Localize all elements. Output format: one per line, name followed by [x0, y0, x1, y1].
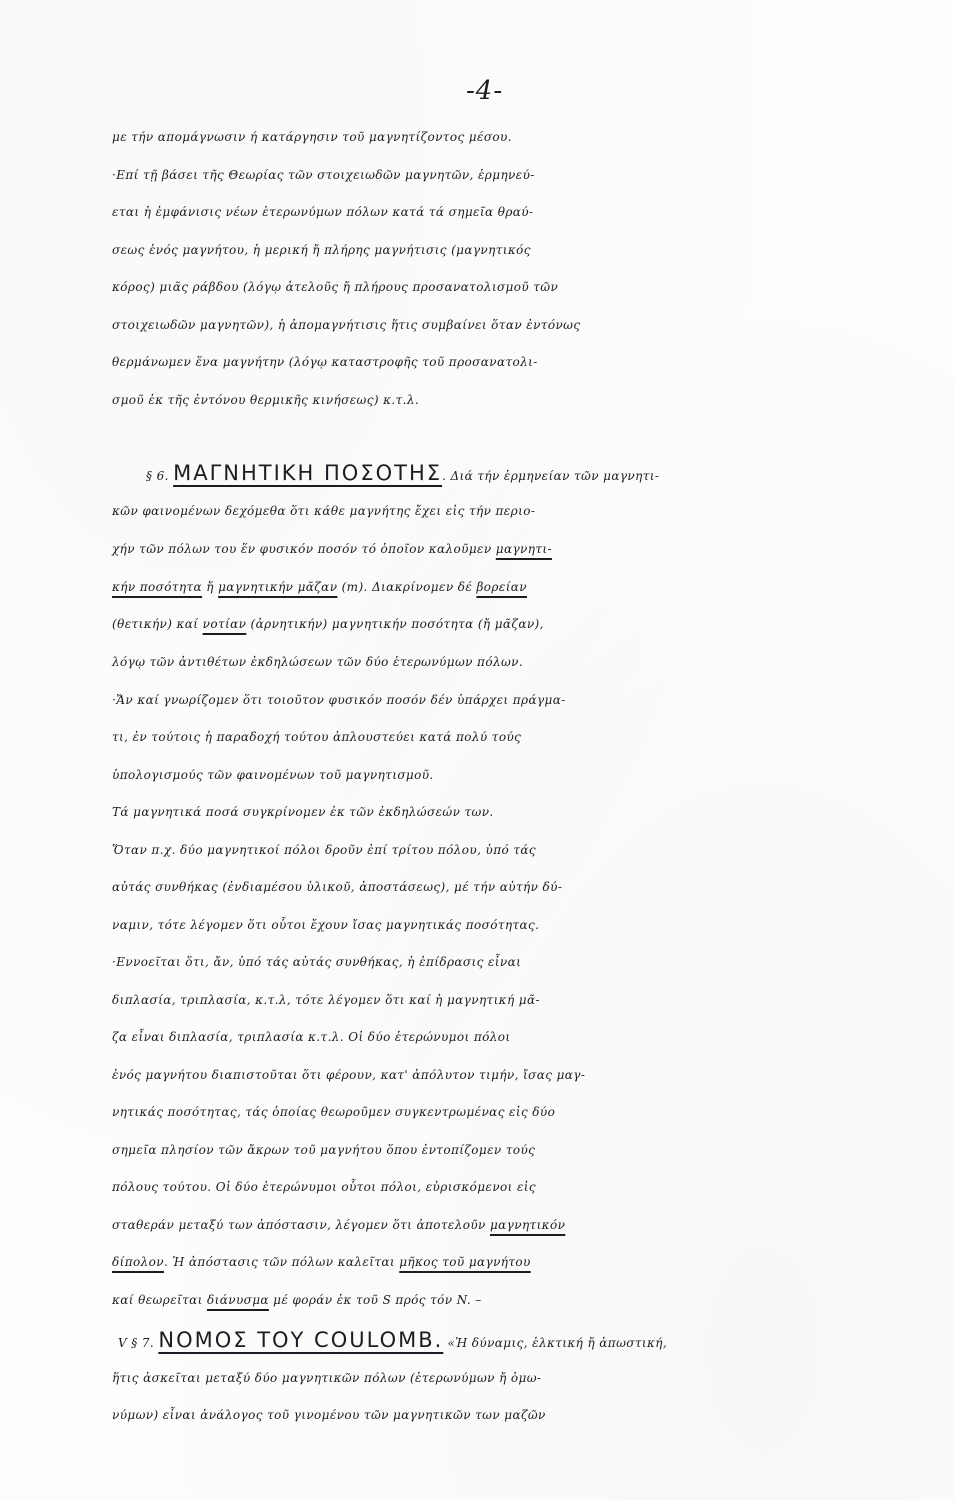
underlined-term: βορείαν: [476, 580, 527, 594]
text-line: κόρος) μιᾶς ράβδου (λόγῳ ἀτελοῦς ἤ πλήρους προσανατολισμοῦ τῶν: [112, 280, 559, 294]
text-line: σεως ἑνός μαγνήτου, ἡ μερική ἤ πλήρης μαγνήτισις (μαγνητικός: [112, 243, 531, 257]
underlined-term: δίπολον: [112, 1255, 164, 1269]
text-line: κήν ποσότητα ἤ μαγνητικήν μᾶζαν (m). Διακρίνομεν δέ βορείαν: [112, 580, 527, 594]
text-line: ·Επί τῇ βάσει τῆς Θεωρίας τῶν στοιχειωδῶν μαγνητῶν, ἑρμηνεύ-: [112, 168, 535, 182]
section-7-heading-line: V § 7. ΝΟΜΟΣ ΤΟΥ COULOMB. «Ἡ δύναμις, ἑλκτική ἤ ἀπωστική,: [118, 1328, 668, 1352]
page-number: -4-: [466, 76, 504, 106]
text-line: σμοῦ ἐκ τῆς ἐντόνου θερμικῆς κινήσεως) κ.τ.λ.: [112, 393, 420, 407]
text-line: ζα εἶναι διπλασία, τριπλασία κ.τ.λ. Οἱ δύο ἑτερώνυμοι πόλοι: [112, 1030, 511, 1044]
text-line: διπλασία, τριπλασία, κ.τ.λ, τότε λέγομεν ὅτι καί ἡ μαγνητική μᾶ-: [112, 993, 540, 1007]
text-line: σημεῖα πλησίον τῶν ἄκρων τοῦ μαγνήτου ὅπου ἐντοπίζομεν τούς: [112, 1143, 536, 1157]
text-line: θερμάνωμεν ἕνα μαγνήτην (λόγῳ καταστροφῆς τοῦ προσανατολι-: [112, 355, 538, 369]
text-line: νύμων) εἶναι ἀνάλογος τοῦ γινομένου τῶν μαγνητικῶν των μαζῶν: [112, 1408, 546, 1422]
text-line: ἥτις ἀσκεῖται μεταξύ δύο μαγνητικῶν πόλων (ἑτερωνύμων ἤ ὁμω-: [112, 1371, 542, 1385]
text-line: στοιχειωδῶν μαγνητῶν), ἡ ἀπομαγνήτισις ἥτις συμβαίνει ὅταν ἐντόνως: [112, 318, 581, 332]
text-line: πόλους τούτου. Οἱ δύο ἑτερώνυμοι οὗτοι πόλοι, εὑρισκόμενοι εἰς: [112, 1180, 537, 1194]
section-7-title: ΝΟΜΟΣ ΤΟΥ COULOMB.: [158, 1328, 444, 1352]
text-line: εται ἡ ἐμφάνισις νέων ἑτερωνύμων πόλων κατά τά σημεῖα θραύ-: [112, 205, 534, 219]
text-line: ἑνός μαγνήτου διαπιστοῦται ὅτι φέρουν, κατ' ἀπόλυτον τιμήν, ἴσας μαγ-: [112, 1068, 586, 1082]
underlined-term: κήν ποσότητα: [112, 580, 203, 594]
underlined-term: μαγνητικόν: [489, 1218, 566, 1232]
text-line: Ὅταν π.χ. δύο μαγνητικοί πόλοι δροῦν ἐπί τρίτου πόλου, ὑπό τάς: [112, 843, 537, 857]
text-line: κῶν φαινομένων δεχόμεθα ὅτι κάθε μαγνήτης ἔχει εἰς τήν περιο-: [112, 504, 536, 518]
section-6-heading-line: § 6. ΜΑΓΝΗΤΙΚΗ ΠΟΣΟΤΗΣ. Διά τήν ἑρμηνείαν τῶν μαγνητι-: [146, 461, 660, 485]
underlined-term: μῆκος τοῦ μαγνήτου: [399, 1255, 531, 1269]
text-line: καί θεωρεῖται διάνυσμα μέ φοράν ἐκ τοῦ S πρός τόν N. –: [112, 1293, 482, 1307]
text-line: τι, ἐν τούτοις ἡ παραδοχή τούτου ἁπλουστεύει κατά πολύ τούς: [112, 730, 522, 744]
text-line: σταθεράν μεταξύ των ἀπόστασιν, λέγομεν ὅτι ἀποτελοῦν μαγνητικόν: [112, 1218, 566, 1232]
text-line: ναμιν, τότε λέγομεν ὅτι οὗτοι ἔχουν ἴσας μαγνητικάς ποσότητας.: [112, 918, 540, 932]
underlined-term: μαγνητικήν μᾶζαν: [218, 580, 338, 594]
text-line: με τήν απομάγνωσιν ή κατάργησιν τοῦ μαγνητίζοντος μέσου.: [112, 130, 512, 144]
text-line: ὑπολογισμούς τῶν φαινομένων τοῦ μαγνητισμοῦ.: [112, 768, 434, 782]
text-line: ·Ἄν καί γνωρίζομεν ὅτι τοιοῦτον φυσικόν ποσόν δέν ὑπάρχει πράγμα-: [112, 693, 566, 707]
text-line: Τά μαγνητικά ποσά συγκρίνομεν ἐκ τῶν ἐκδηλώσεών των.: [112, 805, 494, 819]
underlined-term: νοτίαν: [202, 617, 247, 631]
text-line: δίπολον. Ἡ ἀπόστασις τῶν πόλων καλεῖται μῆκος τοῦ μαγνήτου: [112, 1255, 531, 1269]
text-line: νητικάς ποσότητας, τάς ὁποίας θεωροῦμεν συγκεντρωμένας εἰς δύο: [112, 1105, 556, 1119]
text-line: (θετικήν) καί νοτίαν (ἀρνητικήν) μαγνητικήν ποσότητα (ἤ μᾶζαν),: [112, 617, 544, 631]
text-line: λόγῳ τῶν ἀντιθέτων ἐκδηλώσεων τῶν δύο ἑτερωνύμων πόλων.: [112, 655, 524, 669]
text-line: ·Εννοεῖται ὅτι, ἄν, ὑπό τάς αὐτάς συνθήκας, ἡ ἐπίδρασις εἶναι: [112, 955, 522, 969]
underlined-term: διάνυσμα: [207, 1293, 269, 1307]
text-line: χήν τῶν πόλων του ἕν φυσικόν ποσόν τό ὁποῖον καλοῦμεν μαγνητι-: [112, 542, 552, 556]
text-line: αὐτάς συνθήκας (ἐνδιαμέσου ὑλικοῦ, ἀποστάσεως), μέ τήν αὐτήν δύ-: [112, 880, 563, 894]
underlined-term: μαγνητι-: [495, 542, 552, 556]
section-6-title: ΜΑΓΝΗΤΙΚΗ ΠΟΣΟΤΗΣ: [173, 461, 443, 485]
